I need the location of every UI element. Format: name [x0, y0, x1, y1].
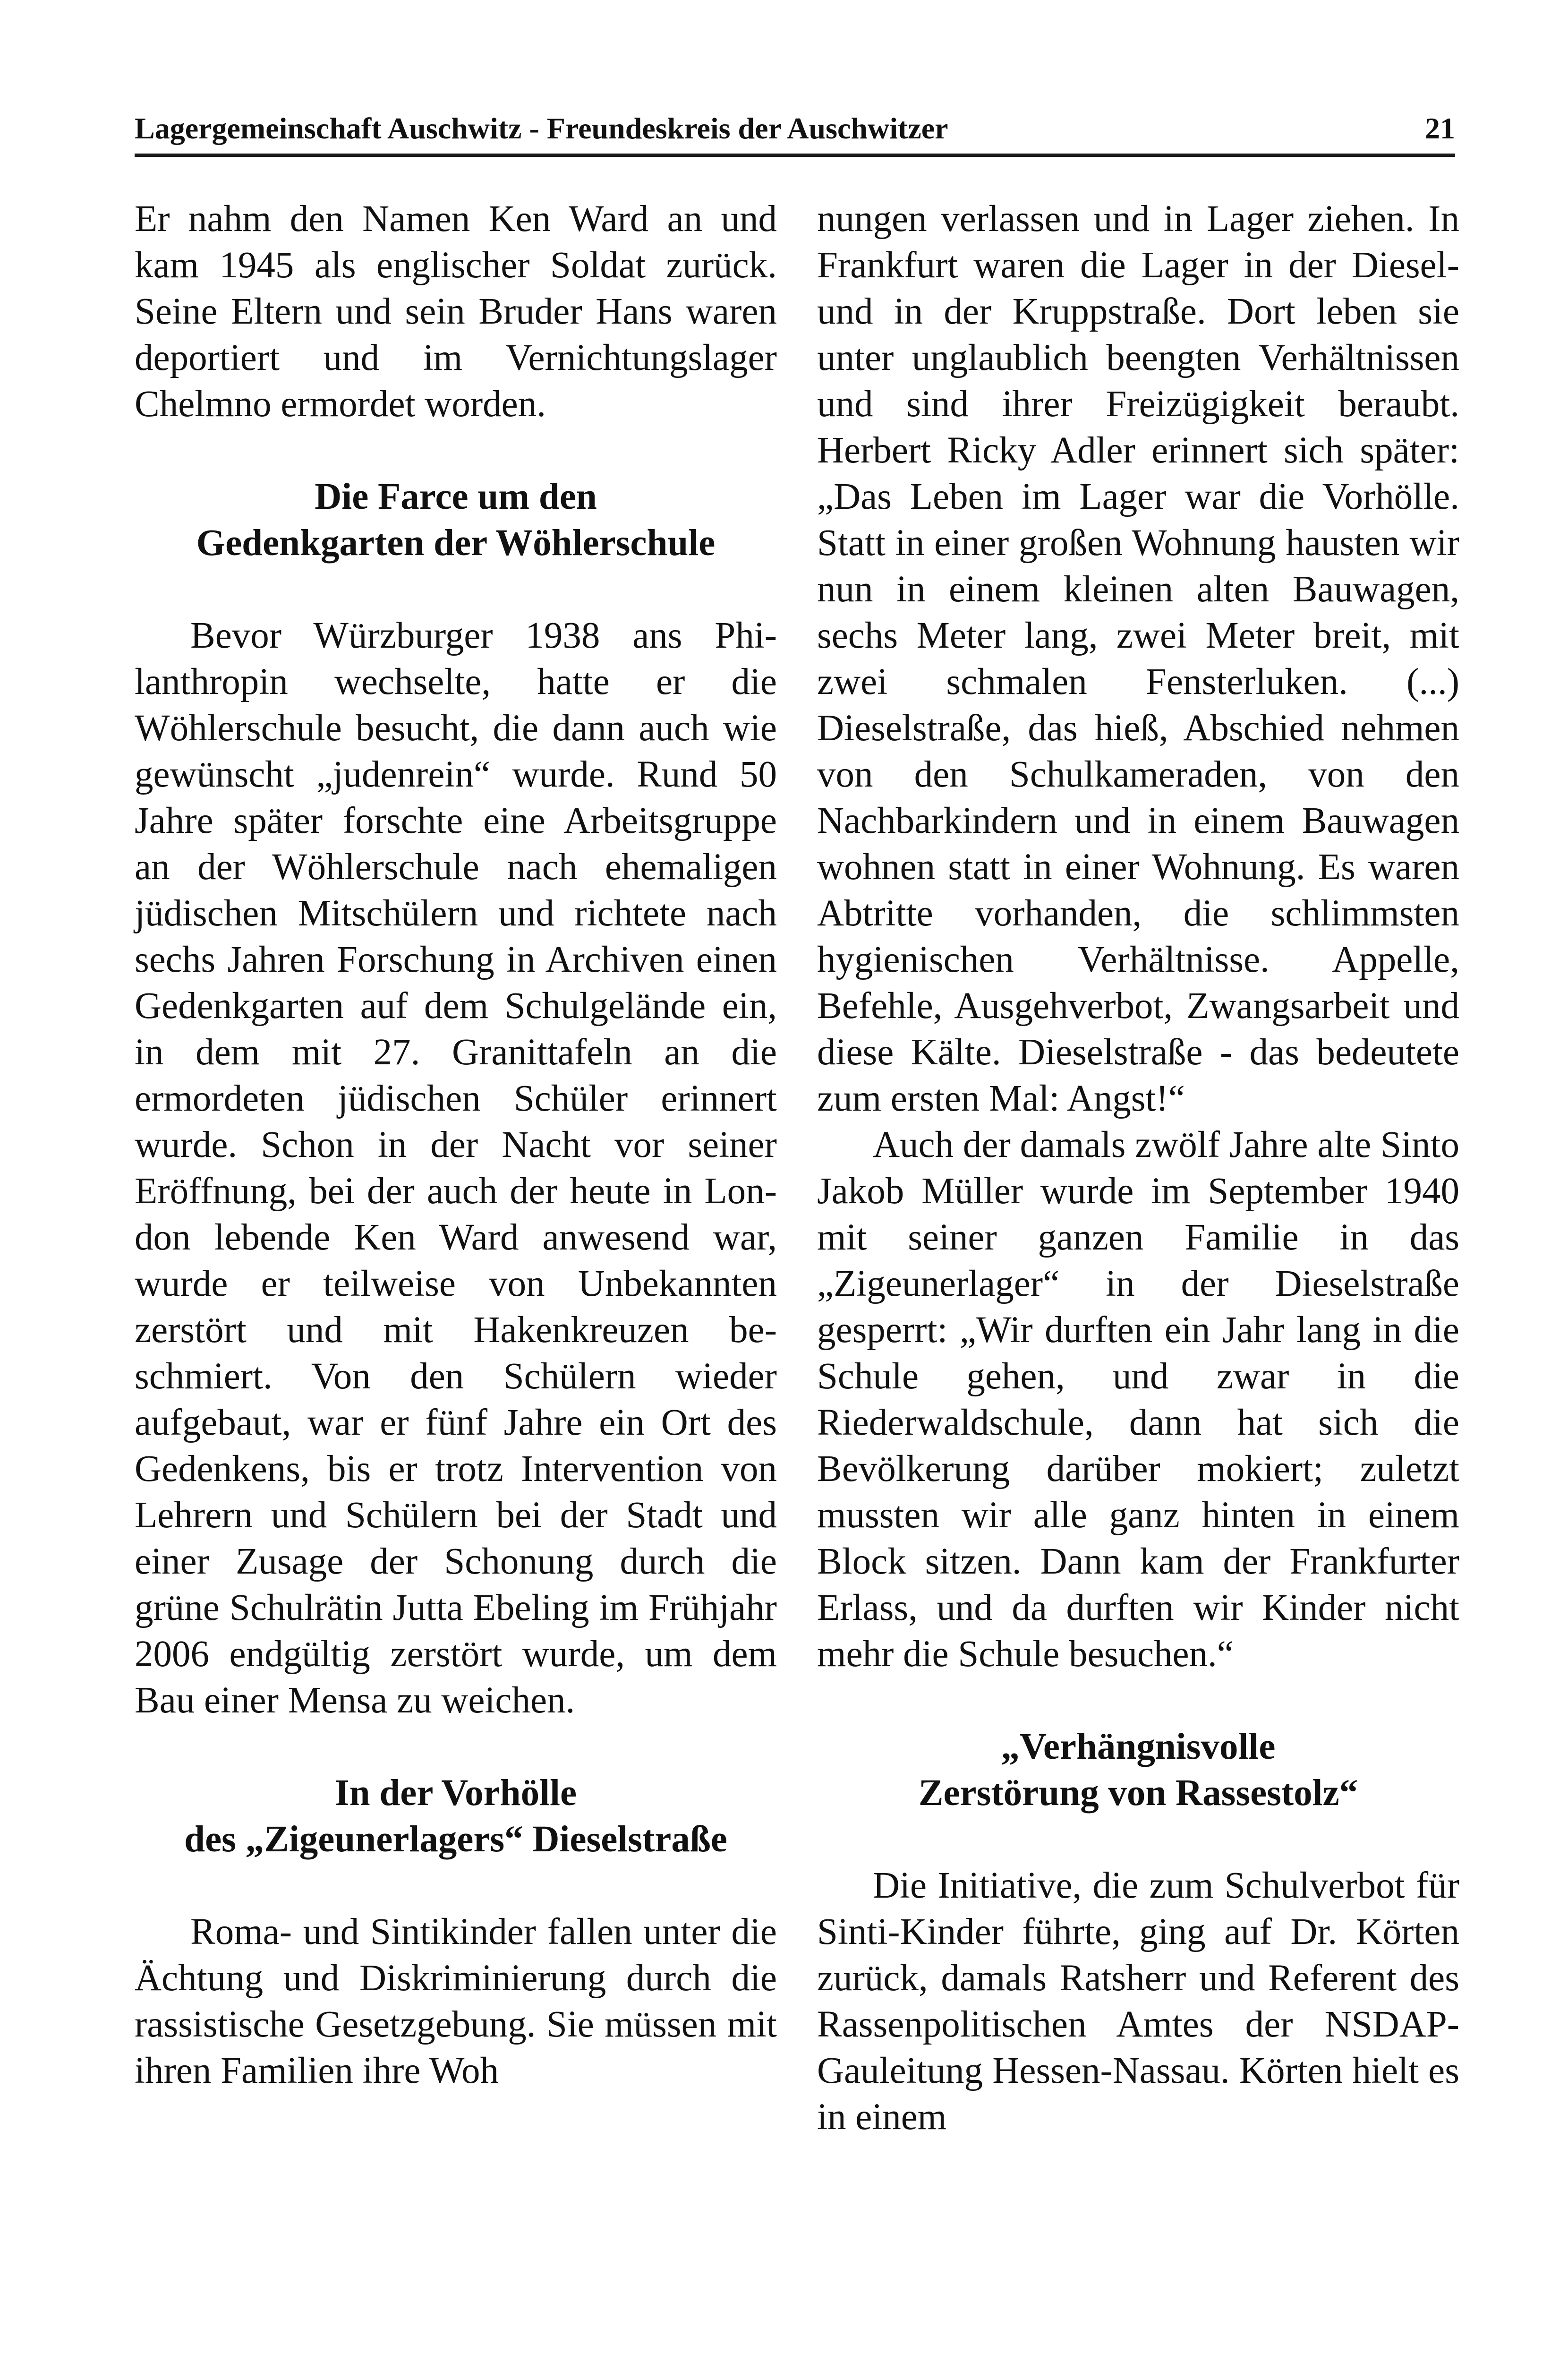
left-column	[135, 196, 777, 2094]
right-column	[817, 196, 1459, 2140]
running-header	[135, 106, 1455, 157]
heading-farce-line2: Gedenkgarten der Wöhlerschule	[196, 522, 716, 564]
header-title: Lagergemeinschaft Auschwitz - Freundeskreis der Auschwitzer	[135, 111, 948, 145]
heading-farce-line1: Die Farce um den	[315, 476, 597, 517]
heading-vorhoelle	[135, 1770, 777, 1863]
paragraph-left-1: Er nahm den Namen Ken Ward an und kam 1945 als englischer Soldat zurück. Seine Eltern und sein Bruder Hans waren deportiert und im Vernichtungslager Chelmno ermordet worden.	[135, 198, 777, 425]
paragraph-left-3: Roma- und Sintikinder fallen unter die Ächtung und Diskriminierung durch die rassistische Gesetzgebung. Sie müssen mit ihren Familien ihre Woh	[135, 1911, 777, 2091]
heading-rassestolz-line1: „Verhängnisvolle	[1001, 1726, 1276, 1767]
paragraph-right-2: Auch der damals zwölf Jahre alte Sinto Jakob Müller wurde im September 1940 mit seiner ganzen Familie in das „Zigeunerlager“ in der Dieselstraße gesperrt: „Wir durften ein Jahr lang in die Schule gehen, und zwar in die Riederwaldschule, dann hat sich die Bevölkerung darüber mokiert; zuletzt mussten wir alle ganz hinten in einem Block sitzen. Dann kam der Frankfurter Erlass, und da durften wir Kinder nicht mehr die Schule besuchen.“	[817, 1124, 1459, 1675]
heading-rassestolz-line2: Zerstörung von Rassestolz“	[918, 1772, 1358, 1814]
paragraph-right-3: Die Initiative, die zum Schulverbot für Sinti-Kinder führte, ging auf Dr. Körten zurück, damals Ratsherr und Referent des Rassenpolitischen Amtes der NSDAP-Gauleitung Hessen-Nassau. Körten hielt es in einem	[817, 1865, 1459, 2138]
heading-rassestolz	[817, 1724, 1459, 1816]
paragraph-left-2: Bevor Würzburger 1938 ans Philanthropin wechselte, hatte er die Wöhlerschule besucht, die dann auch wie gewünscht „judenrein“ wurde. Rund 50 Jahre später forschte eine Arbeitsgruppe an der Wöhlerschule nach ehemaligen jüdischen Mitschülern und richtete nach sechs Jahren Forschung in Archiven einen Gedenkgarten auf dem Schulgelände ein, in dem mit 27. Granittafeln an die ermordeten jüdischen Schüler erinnert wurde. Schon in der Nacht vor seiner Eröffnung, bei der auch der heute in London lebende Ken Ward anwesend war, wurde er teilweise von Unbekannten zerstört und mit Hakenkreuzen beschmiert. Von den Schülern wieder aufgebaut, war er fünf Jahre ein Ort des Gedenkens, bis er trotz Intervention von Lehrern und Schülern bei der Stadt und einer Zusage der Schonung durch die grüne Schulrätin Jutta Ebeling im Frühjahr 2006 endgültig zerstört wurde, um dem Bau einer Mensa zu weichen.	[135, 615, 777, 1721]
paragraph-right-1: nungen verlassen und in Lager ziehen. In Frankfurt waren die Lager in der Diesel- und in der Kruppstraße. Dort leben sie unter unglaublich beengten Verhältnissen und sind ihrer Freizügigkeit beraubt. Herbert Ricky Adler erinnert sich später: „Das Leben im Lager war die Vorhölle. Statt in einer großen Wohnung hausten wir nun in einem kleinen alten Bauwagen, sechs Meter lang, zwei Meter breit, mit zwei schmalen Fensterluken. (...) Dieselstraße, das hieß, Abschied nehmen von den Schulkameraden, von den Nachbarkindern und in einem Bauwagen wohnen statt in einer Wohnung. Es waren Abtritte vorhanden, die schlimmsten hygienischen Verhältnisse. Appelle, Befehle, Ausgehverbot, Zwangsarbeit und diese Kälte. Dieselstraße - das bedeutete zum ersten Mal: Angst!“	[817, 198, 1459, 1119]
heading-vorhoelle-line2: des „Zigeunerlagers“ Dieselstraße	[184, 1819, 727, 1860]
heading-farce	[135, 474, 777, 566]
page-number: 21	[1425, 111, 1455, 145]
heading-vorhoelle-line1: In der Vorhölle	[334, 1772, 577, 1814]
